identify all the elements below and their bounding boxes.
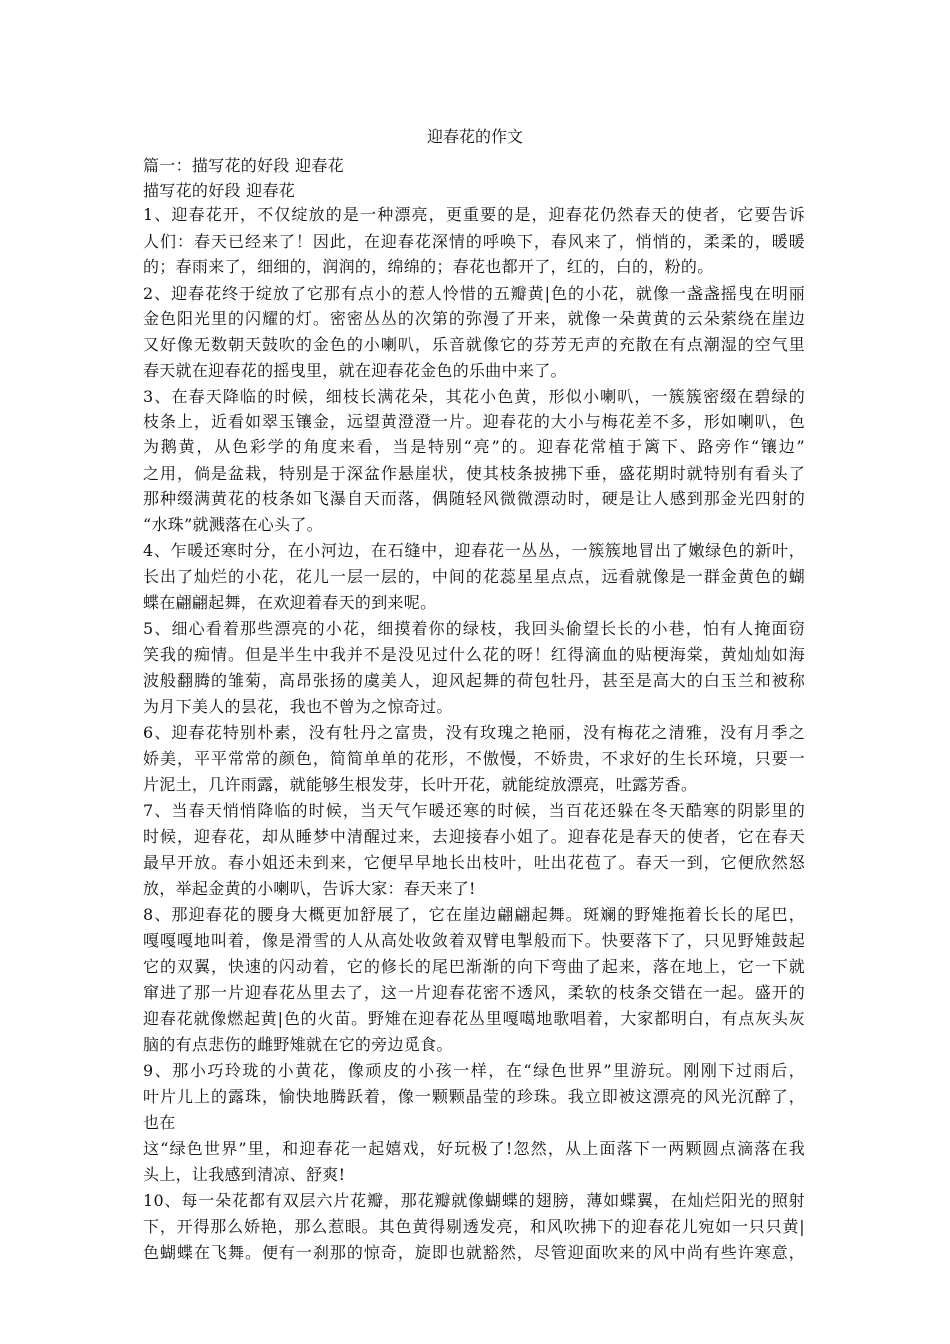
body-line: 人们：春天已经来了！因此，在迎春花深情的呼唤下，春风来了，悄悄的，柔柔的，暖暖 [143, 232, 805, 251]
body-line: 8、那迎春花的腰身大概更加舒展了，它在崖边翩翩起舞。斑斓的野雉拖着长长的尾巴， [143, 905, 805, 924]
body-line: 下，开得那么娇艳，那么惹眼。其色黄得剔透发亮，和风吹拂下的迎春花儿宛如一只只黄| [143, 1217, 805, 1236]
body-line: 金色阳光里的闪耀的灯。密密丛丛的次第的弥漫了开来，就像一朵黄黄的云朵萦绕在崖边 [143, 309, 805, 328]
body-line: 长出了灿烂的小花，花儿一层一层的，中间的花蕊星星点点，远看就像是一群金黄色的蝴 [143, 567, 805, 586]
body-line: 笑我的痴情。但是半生中我并不是没见过什么花的呀！红得滴血的贴梗海棠，黄灿灿如海 [143, 645, 805, 664]
body-line: 2、迎春花终于绽放了它那有点小的惹人怜惜的五瓣黄|色的小花，就像一盏盏摇曳在明丽 [143, 284, 805, 303]
body-line: 它的双翼，快速的闪动着，它的修长的尾巴渐渐的向下弯曲了起来，落在地上，它一下就 [143, 957, 805, 976]
body-line: 为鹅黄，从色彩学的角度来看，当是特别“亮”的。迎春花常植于篱下、路旁作“镶边” [143, 437, 805, 456]
body-line: 描写花的好段 迎春花 [143, 181, 296, 200]
body-line: 9、那小巧玲珑的小黄花，像顽皮的小孩一样，在“绿色世界”里游玩。刚刚下过雨后， [143, 1061, 805, 1080]
body-line: 7、当春天悄悄降临的时候，当天气乍暖还寒的时候，当百花还躲在冬天酷寒的阴影里的 [143, 801, 805, 820]
body-line: 蝶在翩翩起舞，在欢迎着春天的到来呢。 [143, 593, 437, 612]
body-line: 为月下美人的昙花，我也不曾为之惊奇过。 [143, 697, 453, 716]
body-line: 篇一：描写花的好段 迎春花 [143, 156, 344, 175]
body-line: 时候，迎春花，却从睡梦中清醒过来，去迎接春小姐了。迎春花是春天的使者，它在春天 [143, 827, 805, 846]
body-line: 的；春雨来了，细细的，润润的，绵绵的；春花也都开了，红的，白的，粉的。 [143, 257, 714, 276]
body-line: 那种缀满黄花的枝条如飞瀑自天而落，偶随轻风微微漂动时，硬是让人感到那金光四射的 [143, 489, 805, 508]
body-line: 波般翻腾的雏菊，高昂张扬的虞美人，迎风起舞的荷包牡丹，甚至是高大的白玉兰和被称 [143, 671, 805, 690]
body-line: 色蝴蝶在飞舞。便有一刹那的惊奇，旋即也就豁然，尽管迎面吹来的风中尚有些许寒意， [143, 1243, 805, 1262]
body-line: 头上，让我感到清凉、舒爽! [143, 1165, 346, 1184]
body-line: 窜进了那一片迎春花丛里去了，这一片迎春花密不透风，柔软的枝条交错在一起。盛开的 [143, 983, 805, 1002]
body-line: 最早开放。春小姐还未到来，它便早早地长出枝叶，吐出花苞了。春天一到，它便欣然怒 [143, 853, 805, 872]
body-line: 之用，倘是盆栽，特别是于深盆作悬崖状，使其枝条披拂下垂，盛花期时就特别有看头了 [143, 464, 805, 483]
body-line: 这“绿色世界”里，和迎春花一起嬉戏，好玩极了!忽然，从上面落下一两颗圆点滴落在我 [143, 1139, 805, 1158]
body-line: 6、迎春花特别朴素，没有牡丹之富贵，没有玫瑰之艳丽，没有梅花之清雅，没有月季之 [143, 723, 805, 742]
body-line: 1、迎春花开，不仅绽放的是一种漂亮，更重要的是，迎春花仍然春天的使者，它要告诉 [143, 205, 805, 224]
body-line: 嘎嘎嘎地叫着，像是滑雪的人从高处收敛着双臂电掣般而下。快要落下了，只见野雉鼓起 [143, 931, 805, 950]
body-line: 叶片儿上的露珠，愉快地腾跃着，像一颗颗晶莹的珍珠。我立即被这漂亮的风光沉醉了， [143, 1087, 805, 1106]
body-line: 枝条上，近看如翠玉镶金，远望黄澄澄一片。迎春花的大小与梅花差不多，形如喇叭，色 [143, 412, 805, 431]
body-line: 3、在春天降临的时候，细枝长满花朵，其花小色黄，形似小喇叭，一簇簇密缀在碧绿的 [143, 387, 805, 406]
body-line: 娇美，平平常常的颜色，简简单单的花形，不傲慢，不娇贵，不求好的生长环境，只要一 [143, 749, 805, 768]
body-line: 也在 [143, 1113, 176, 1132]
body-line: 脑的有点悲伤的雌野雉就在它的旁边觅食。 [143, 1035, 453, 1054]
body-line: 放，举起金黄的小喇叭，告诉大家：春天来了! [143, 879, 476, 898]
document-title: 迎春花的作文 [426, 127, 523, 146]
body-line: 5、细心看着那些漂亮的小花，细摸着你的绿枝，我回头偷望长长的小巷，怕有人掩面窃 [143, 619, 805, 638]
body-line: “水珠”就溅落在心头了。 [143, 515, 323, 534]
body-line: 又好像无数朝天鼓吹的金色的小喇叭，乐音就像它的芬芳无声的充散在有点潮湿的空气里 [143, 335, 805, 354]
body-line: 10、每一朵花都有双层六片花瓣，那花瓣就像蝴蝶的翅膀，薄如蝶翼，在灿烂阳光的照射 [143, 1191, 805, 1210]
body-line: 4、乍暖还寒时分，在小河边，在石缝中，迎春花一丛丛，一簇簇地冒出了嫩绿色的新叶， [143, 541, 805, 560]
body-line: 迎春花就像燃起黄|色的火苗。野雉在迎春花丛里嘎噶地歌唱着，大家都明白，有点灰头灰 [143, 1009, 805, 1028]
body-line: 片泥土，几许雨露，就能够生根发芽，长叶开花，就能绽放漂亮，吐露芳香。 [143, 775, 698, 794]
body-line: 春天就在迎春花的摇曳里，就在迎春花金色的乐曲中来了。 [143, 361, 567, 380]
